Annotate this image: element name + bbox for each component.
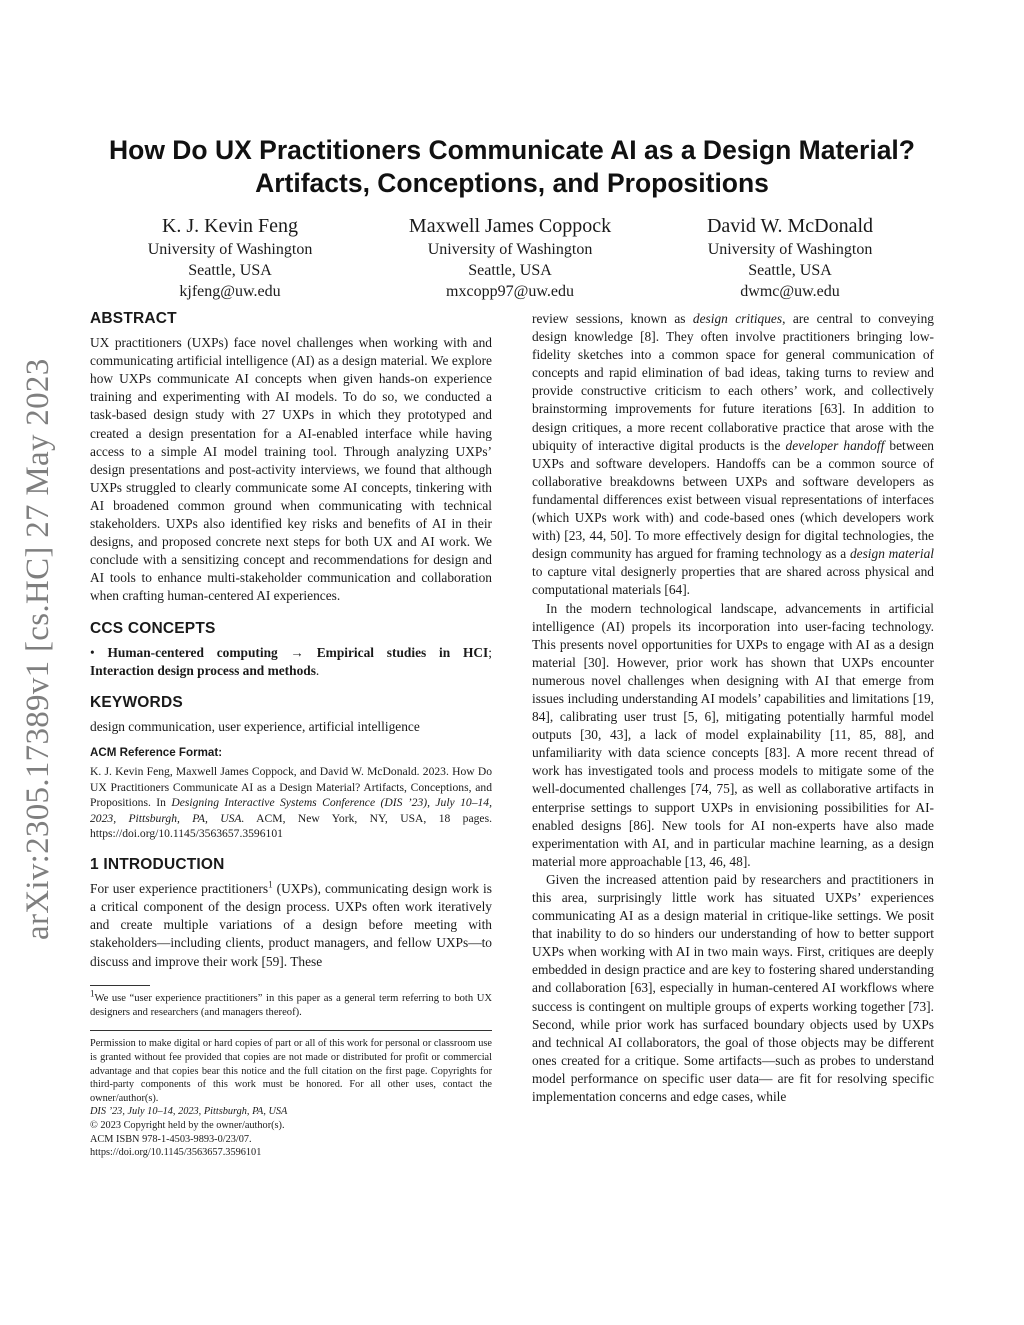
ccs-end: . <box>315 662 320 678</box>
body-paragraph-1 <box>532 310 934 600</box>
acm-reference-heading: ACM Reference Format: <box>90 745 223 759</box>
title-line-2: Artifacts, Conceptions, and Propositions <box>255 168 769 198</box>
ccs-part-2: Empirical studies in HCI <box>316 644 489 660</box>
author-affiliation: University of Washington <box>427 241 593 258</box>
footnote-text: We use “user experience practitioners” in this paper as a general term referring to both UX designers and researchers (and managers thereof). <box>90 992 492 1018</box>
author-location: Seattle, USA <box>748 262 832 279</box>
ccs-bullet: • <box>90 644 95 660</box>
ccs-arrow: → <box>290 644 304 660</box>
p1-text-b: , are central to conveying design knowledge [8]. They often involve practitioners bringing low-fidelity sketches into a common space for general communication of concepts and rapid elimination of bad ideas, taking turns to review and provide constructive criticism to each others’ work, and collectively brainstorming improvements for future iterations [63]. In addition to design critiques, a more recent collaborative practice that arose with the ubiquity of interactive digital products is the <box>532 311 934 453</box>
intro-text-b: (UXPs), communicating design work is a critical component of the design process. UXPs often work iteratively and create multiple variations of a design before meeting with stakeholders—including clients, product managers, and fellow UXPs—to discuss and improve their work [59]. These <box>90 881 492 969</box>
footnote-marker[interactable]: 1 <box>268 879 273 890</box>
p1-em-design-critiques: design critiques <box>692 311 783 326</box>
left-column <box>90 310 492 1160</box>
author-location: Seattle, USA <box>468 262 552 279</box>
author-name: K. J. Kevin Feng <box>161 215 299 237</box>
p1-text-d: to capture vital designerly properties that are shared across physical and computational materials [64]. <box>532 564 934 598</box>
footnote-divider <box>90 985 150 986</box>
footnote-number: 1 <box>90 988 95 999</box>
acm-reference-part-2: ACM, New York, NY, USA, 18 pages. https://doi.org/10.1145/3563657.3596101 <box>90 811 492 841</box>
keywords-text: design communication, user experience, artificial intelligence <box>90 718 420 734</box>
acm-reference-venue: Designing Interactive Systems Conference (DIS ’23), July 10–14, 2023, Pittsburgh, PA, USA. <box>90 796 492 825</box>
author-affiliation: University of Washington <box>707 241 873 258</box>
author-3 <box>650 214 930 302</box>
author-affiliation: University of Washington <box>147 241 313 258</box>
p1-text-a: review sessions, known as <box>532 311 693 326</box>
author-name: David W. McDonald <box>706 215 874 237</box>
arxiv-side-stamp: arXiv:2305.17389v1 [cs.HC] 27 May 2023 <box>20 358 56 940</box>
abstract-heading: ABSTRACT <box>90 310 177 327</box>
acm-reference-text <box>90 764 492 842</box>
keywords-heading: KEYWORDS <box>90 693 183 711</box>
body-paragraph-3: Given the increased attention paid by researchers and practitioners in this area, surprisingly little work has situated UXPs’ experiences communicating AI as a design material in critique-like settings. We posit that inability to do so hinders our understanding of how to better support UXPs when working with AI in two main ways. First, critiques are deeply embedded in design practice and are key to fostering shared understanding and collaboration [63], especially in human-centered AI workflows where success is contingent on multiple groups of experts working together [73]. Second, while prior work has surfaced boundary objects used by UXPs and technical AI collaborators, the goal of those objects may be different ones created for a critique. Some artifacts—such as probes to understand model performance on specific user data— are fit for resolving specific implementation concerns and edge cases, while <box>532 871 934 1105</box>
author-name: Maxwell James Coppock <box>408 215 612 237</box>
body-paragraph-2: In the modern technological landscape, advancements in artificial intelligence (AI) propels its incorporation into user-facing technology. This presents novel opportunities for UXPs to engage with AI as a design material [30]. However, prior work has shown that UXPs encounter numerous novel challenges when designing with AI that emerge from issues including understanding AI models’ capabilities and limitations [19, 84], calibrating user trust [5, 6], mitigating potentially harmful model outputs [30, 43], a lack of model explainability [11, 85, 88], and unfamiliarity with data science concepts [83]. A more recent thread of work has investigated tools and process models to mitigate some of the well-documented challenges [74, 75], as well as collaborative artifacts in enterprise settings to support UXPs in envisioning possibilities for AI-enabled designs [86]. New tools for AI non-experts have also made experimentation with AI, and in particular machine learning, as a design material more approachable [13, 46, 48]. <box>532 600 934 869</box>
permission-venue: DIS ’23, July 10–14, 2023, Pittsburgh, PA, USA <box>90 1106 288 1118</box>
permission-copyright: © 2023 Copyright held by the owner/author(s). <box>90 1119 285 1131</box>
author-1 <box>90 214 370 302</box>
ccs-text <box>90 644 492 680</box>
paper-title <box>60 134 964 200</box>
permission-divider <box>90 1030 492 1031</box>
acm-reference-part-1: K. J. Kevin Feng, Maxwell James Coppock, and David W. McDonald. 2023. How Do UX Practitioners Communicate AI as a Design Material? Artifacts, Conceptions, and Propositions. In <box>90 765 492 810</box>
abstract-text: UX practitioners (UXPs) face novel challenges when working with and communicating artificial intelligence (AI) as a design material. We explore how UXPs communicate AI concepts when given hands-on experience training and experimenting with AI models. To do so, we conducted a task-based design study with 27 UXPs in which they prototyped and created a design presentation for a AI-enabled interface while having access to a simple AI model training tool. Through analyzing UXPs’ design presentations and post-activity interviews, we found that although UXPs struggled to clearly communicate some AI concepts, tinkering with AI broadened common ground when communicating with technical stakeholders. UXPs also identified key risks and benefits of AI in their designs, and proposed concrete next steps for both UX and AI work. We conclude with a sensitizing concept and recommendations for design and AI tools to enhance multi-stakeholder communication and collaboration when crafting human-centered AI experiences. <box>90 335 492 604</box>
p1-text-c: between UXPs and software developers. Handoffs can be a common source of collaborative breakdowns between UXPs and software developers as fundamental differences exist between visual representations of interfaces (which UXPs work with) and code-based ones (which developers work with) [23, 44, 50]. To more effectively design for digital technologies, the design community has argued for framing technology as a <box>532 437 934 562</box>
p1-em-design-material: design material <box>849 546 934 562</box>
p1-em-developer-handoff: developer handoff <box>785 437 885 453</box>
introduction-heading: 1 INTRODUCTION <box>90 856 225 874</box>
right-column <box>532 310 934 1106</box>
footnote <box>90 988 492 1021</box>
author-email: dwmc@uw.edu <box>740 283 840 300</box>
author-2 <box>370 214 650 302</box>
ccs-part-3: Interaction design process and methods <box>90 662 316 678</box>
title-line-1: How Do UX Practitioners Communicate AI as a Design Material? <box>109 135 915 165</box>
permission-doi[interactable]: https://doi.org/10.1145/3563657.3596101 <box>90 1147 262 1159</box>
introduction-paragraph-1 <box>90 880 492 970</box>
author-email: mxcopp97@uw.edu <box>446 283 574 300</box>
author-email: kjfeng@uw.edu <box>179 283 281 300</box>
author-block <box>90 214 930 302</box>
permission-block <box>90 1037 492 1159</box>
permission-text: Permission to make digital or hard copies of part or all of this work for personal or classroom use is granted without fee provided that copies are not made or distributed for profit or commercial advantage and that copies bear this notice and the full citation on the first page. Copyrights for third-party components of this work must be honored. For all other uses, contact the owner/author(s). <box>90 1038 492 1104</box>
permission-isbn: ACM ISBN 978-1-4503-9893-0/23/07. <box>90 1133 252 1145</box>
ccs-part-1: Human-centered computing <box>107 644 278 660</box>
ccs-separator: ; <box>488 644 492 660</box>
ccs-heading: CCS CONCEPTS <box>90 619 216 637</box>
intro-text-a: For user experience practitioners <box>90 881 269 897</box>
author-location: Seattle, USA <box>188 262 272 279</box>
